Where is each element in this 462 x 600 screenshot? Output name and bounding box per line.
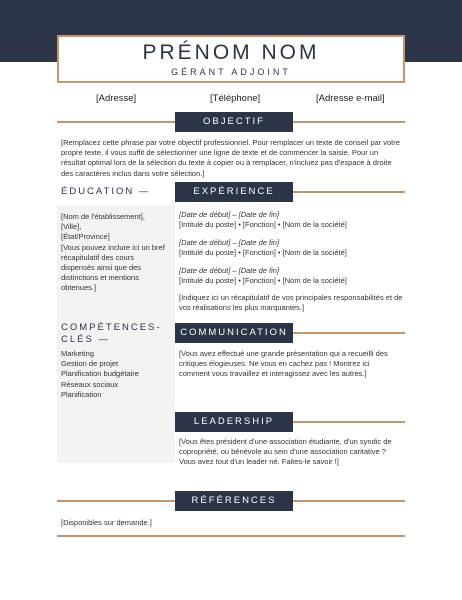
education-line: [Ville], [61, 222, 82, 232]
education-line: obtenues.] [61, 283, 97, 293]
skill-item: Marketing [61, 349, 94, 358]
experience-entry [179, 238, 347, 257]
contact-email: [Adresse e-mail] [316, 93, 385, 104]
education-line: dispensés ainsi que des [61, 263, 142, 273]
skill-item: Réseaux sociaux [61, 379, 119, 389]
skill-item: Gestion de projet [61, 359, 119, 369]
job-title: GÉRANT ADJOINT [171, 67, 291, 77]
skills-heading-line1: COMPÉTENCES- [61, 322, 162, 333]
references-heading: RÉFÉRENCES [175, 491, 293, 511]
education-line: [Nom de l'établissement], [61, 212, 145, 221]
references-text: [Disponibles sur demande.] [61, 518, 152, 527]
communication-text: [Vous avez effectué une grande présentation qui a recueilli des critiques élogieuses. Ne vous en cachez pas ! Montrez ici comment vous travaillez et interagissez avec les autres.] [179, 349, 388, 379]
leadership-text: [Vous êtes président d'une association étudiante, d'un syndic de copropriété, ou bénévole au sein d'une association caritative ? Vous avez tout d'un leader né. Faites-le savoir !] [179, 437, 392, 467]
contact-address: [Adresse] [96, 93, 137, 104]
objective-heading: OBJECTIF [175, 112, 293, 132]
experience-role: [Intitulé du poste] • [Fonction] • [Nom de la société] [179, 247, 347, 257]
leadership-heading: LEADERSHIP [175, 412, 293, 432]
experience-entry [179, 210, 347, 229]
contact-phone: [Téléphone] [210, 93, 261, 104]
skills-heading [61, 322, 162, 346]
experience-dates: [Date de début] – [Date de fin] [179, 238, 280, 247]
education-line: récapitulatif des cours [61, 252, 134, 262]
experience-dates: [Date de début] – [Date de fin] [179, 266, 280, 275]
experience-entry [179, 266, 347, 285]
objective-text: [Remplacez cette phrase par votre objectif professionnel. Pour remplacer un texte de conseil par votre propre texte, il vous suffit de sélectionner une ligne de texte et de commencer la saisie. Pour un résultat optimal lors de la sélection du texte à copier ou à remplacer, n'incluez pas d'espace à droite des caractères inclus dans votre sélection.] [61, 138, 400, 178]
experience-role: [Intitulé du poste] • [Fonction] • [Nom de la société] [179, 275, 347, 285]
name-box [57, 35, 405, 83]
skill-item: Planification [61, 389, 102, 399]
skills-list [61, 349, 173, 400]
footer-divider [57, 535, 405, 537]
experience-dates: [Date de début] – [Date de fin] [179, 210, 280, 219]
education-heading: ÉDUCATION — [61, 186, 151, 197]
education-line: [État/Province] [61, 232, 110, 242]
full-name: PRÉNOM NOM [142, 41, 320, 64]
experience-summary: [Indiquez ici un récapitulatif de vos principales responsabilités et de vos réalisations les plus marquantes.] [179, 293, 403, 313]
communication-heading: COMMUNICATION [175, 323, 293, 343]
education-details [61, 212, 173, 294]
education-line: [Vous pouvez inclure ici un bref [61, 242, 165, 252]
skill-item: Planification budgétaire [61, 369, 139, 379]
experience-heading: EXPÉRIENCE [175, 182, 293, 202]
experience-divider [292, 191, 405, 193]
skills-heading-line2: CLÉS — [61, 334, 110, 345]
education-line: distinctions et mentions [61, 273, 139, 283]
experience-role: [Intitulé du poste] • [Fonction] • [Nom de la société] [179, 219, 347, 229]
